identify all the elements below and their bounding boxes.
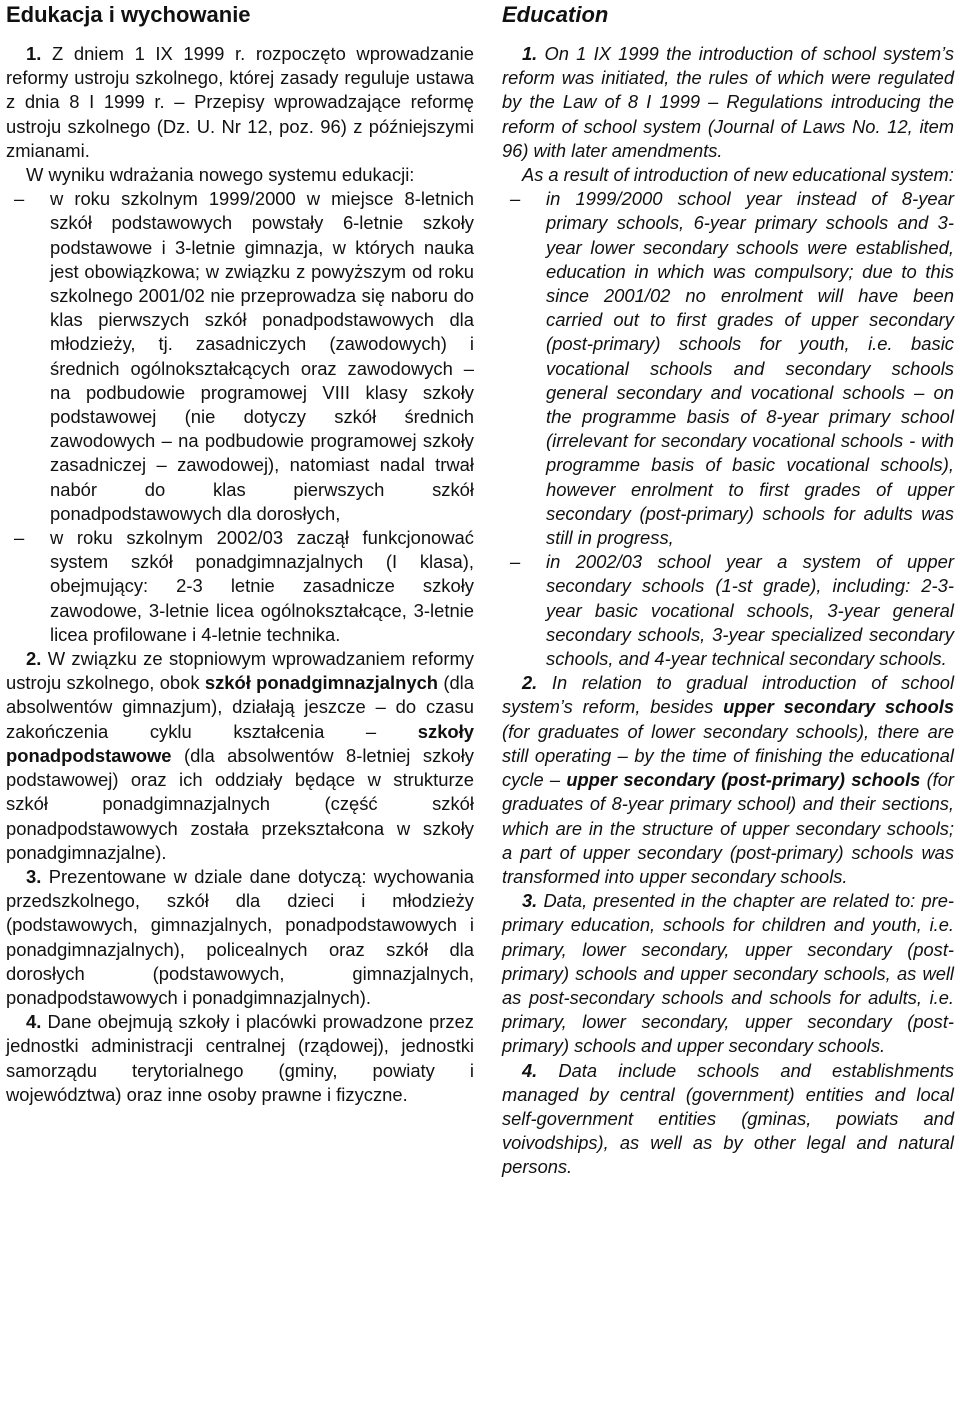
paragraph-text: Z dniem 1 IX 1999 r. rozpoczęto wprowadzanie reformy ustroju szkolnego, której zasady reguluje ustawa z dnia 8 I 1999 r. – Przepisy wprowadzające reformę ustroju szkolnego (Dz. U. Nr 12, poz. 96) z późniejszymi zmianami. xyxy=(6,43,474,161)
paragraph-text: On 1 IX 1999 the introduction of school system’s reform was initiated, the rules of which were regulated by the Law of 8 I 1999 – Regulations introducing the reform of school system (Journal of Laws No. 12, item 96) with later amendments. xyxy=(502,43,954,161)
paragraph-number: 2. xyxy=(26,648,42,670)
section-title-en: Education xyxy=(502,2,609,27)
bold-term: upper secondary (post-primary) schools xyxy=(566,769,921,791)
paragraph-text: W związku ze stopniowym wprowadzaniem reformy ustroju szkolnego, obok xyxy=(6,648,474,694)
bold-term: szkół ponadgimnazjalnych xyxy=(204,672,439,694)
list-item: – in 1999/2000 school year instead of 8-year primary schools, 6-year primary schools and 3-year lower secondary schools were established, education in which was compulsory; due to this since 2001/02 no enrolment will have been carried out to first grades of upper secondary (post-primary) schools for youth, i.e. basic vocational schools and secondary schools general secondary and vocational schools – on the programme basis of 8-year primary school (irrelevant for secondary vocational schools - with programme basis of basic vocational schools), however enrolment to first grades of upper secondary (post-primary) schools for adults was still in progress, xyxy=(546,187,954,550)
list-item: – w roku szkolnym 1999/2000 w miejsce 8-letnich szkół podstawowych powstały 6-letnie szkoły podstawowe i 3-letnie gimnazja, w których nauka jest obowiązkowa; w związku z powyższym od roku szkolnego 2001/02 nie przeprowadza się naboru do klas pierwszych szkół ponadpodstawowych dla młodzieży, tj. zasadniczych (zawodowych) i średnich ogólnokształcących oraz zawodowych – na podbudowie programowej VIII klasy szkoły podstawowej (nie dotyczy szkół średnich zawodowych – na podbudowie programowej szkoły zasadniczej – zawodowej), natomiast nadal trwał nabór do klas pierwszych szkół ponadpodstawowych dla dorosłych, xyxy=(50,187,474,526)
paragraph-text: (dla absolwentów gimnazjum), działają jeszcze – do czasu zakończenia cyklu kształcenia – xyxy=(6,672,475,742)
paragraph-text: (dla absolwentów 8-letniej szkoły podstawowej) oraz ich oddziały będące w strukturze szkół ponadgimnazjalnych (część szkół ponadpodstawowych została przekształcona w szkoły ponadgimnazjalne). xyxy=(6,744,474,863)
bold-term: szkoły ponadpodstawowe xyxy=(6,720,474,766)
paragraph-text: (for graduates of 8-year primary school) and their sections, which are in the structure of upper secondary schools; a part of upper secondary (post-primary) schools was transformed into upper secondary schools. xyxy=(502,769,954,887)
paragraph-2-pl xyxy=(6,647,474,865)
paragraph-text: In relation to gradual introduction of school system’s reform, besides xyxy=(502,672,954,718)
paragraph-3-pl xyxy=(6,865,474,1010)
paragraph-text: (for graduates of lower secondary schools), there are still operating – by the time of finishing the educational cycle – xyxy=(502,720,954,791)
paragraph-text: Dane obejmują szkoły i placówki prowadzone przez jednostki administracji centralnej (rządowej), jednostki samorządu terytorialnego (gminy, powiaty i województwa) oraz inne osoby prawne i fizyczne. xyxy=(6,1011,474,1105)
paragraph-4-pl xyxy=(6,1010,474,1107)
english-column xyxy=(502,0,954,1180)
paragraph-number: 3. xyxy=(26,865,42,887)
bullet-list-en xyxy=(502,187,954,671)
paragraph-text: Data, presented in the chapter are related to: pre-primary education, schools for children and youth, i.e. primary, lower secondary, upper secondary (post-primary) schools and upper secondary schools, as well as post-secondary schools and schools for adults, i.e. primary, lower secondary, upper secondary (post-primary) schools and upper secondary schools. xyxy=(502,890,954,1057)
paragraph-4-en xyxy=(502,1059,954,1180)
paragraph-number: 4. xyxy=(26,1011,42,1033)
paragraph-number: 1. xyxy=(522,43,538,64)
bold-term: upper secondary schools xyxy=(723,696,954,718)
paragraph-text: Prezentowane w dziale dane dotyczą: wychowania przedszkolnego, szkół dla dzieci i młodzieży (podstawowych, gimnazjalnych, ponadpodstawowych i ponadgimnazjalnych), policealnych oraz szkół dla dorosłych (podstawowych, gimnazjalnych, ponadpodstawowych i ponadgimnazjalnych). xyxy=(6,865,474,1008)
paragraph-text: Data include schools and establishments managed by central (government) entities and local self-government entities (gminas, powiats and voivodships), as well as by other legal and natural persons. xyxy=(502,1059,954,1178)
paragraph-number: 1. xyxy=(26,43,42,64)
paragraph-number: 3. xyxy=(522,890,538,912)
paragraph-number: 4. xyxy=(522,1059,538,1081)
polish-column xyxy=(6,0,474,1107)
section-title-pl: Edukacja i wychowanie xyxy=(6,2,251,27)
paragraph-2-en xyxy=(502,671,954,889)
bullet-list-pl xyxy=(6,187,474,647)
paragraph-3-en xyxy=(502,889,954,1058)
paragraph-1-pl xyxy=(6,42,474,163)
paragraph-1-en xyxy=(502,42,954,163)
paragraph-1b-pl: W wyniku wdrażania nowego systemu edukacji: xyxy=(26,164,415,186)
paragraph-1b-en: As a result of introduction of new educational system: xyxy=(522,164,954,186)
list-item: – w roku szkolnym 2002/03 zaczął funkcjonować system szkół ponadgimnazjalnych (I klasa), obejmujący: 2-3 letnie zasadnicze szkoły zawodowe, 3-letnie licea ogólnokształcące, 3-letnie licea profilowane i 4-letnie technika. xyxy=(50,526,474,647)
paragraph-number: 2. xyxy=(522,672,538,694)
list-item: – in 2002/03 school year a system of upper secondary schools (1-st grade), including: 2-3-year basic vocational schools, 3-year general secondary schools, 3-year specialized secondary schools, and 4-year technical secondary schools. xyxy=(546,550,954,671)
